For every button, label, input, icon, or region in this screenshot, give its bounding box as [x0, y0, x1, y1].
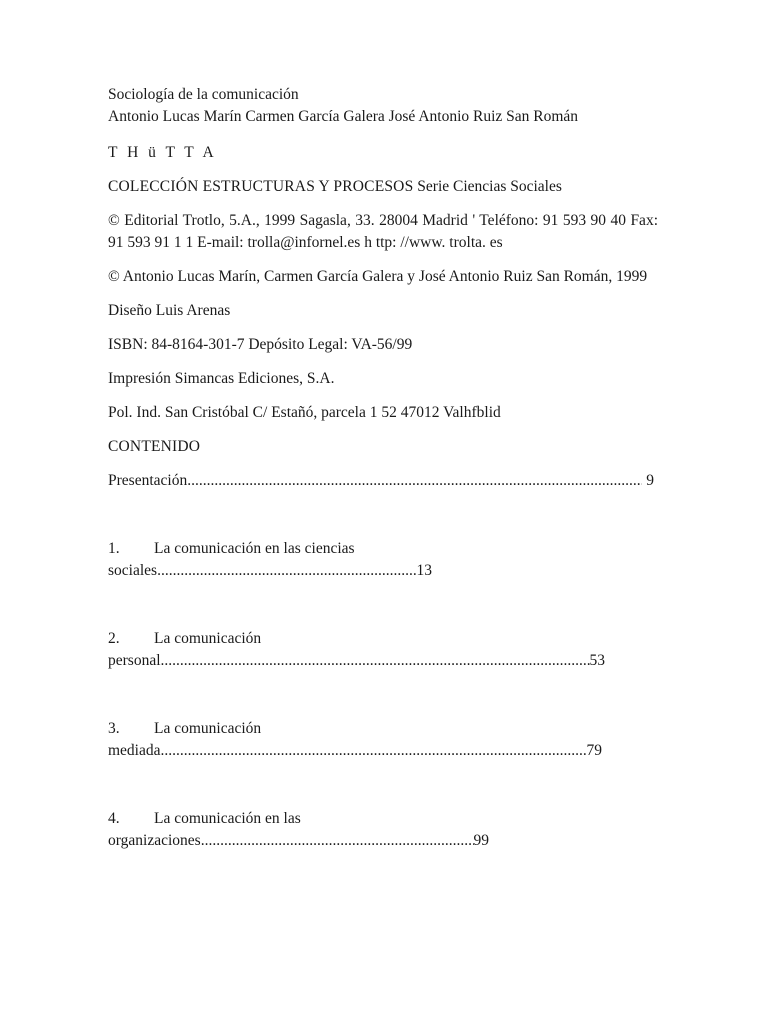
toc-leader-dots [187, 470, 642, 492]
toc-chapter-page: 99 [473, 832, 489, 849]
toc-leader-dots [161, 740, 587, 762]
toc-chapter-number: 1. [108, 540, 120, 557]
authors-copyright: © Antonio Lucas Marín, Carmen García Galera y José Antonio Ruiz San Román, 1999 [108, 268, 648, 285]
toc-chapter-page: 79 [586, 742, 602, 759]
collection-name: COLECCIÓN ESTRUCTURAS Y PROCESOS [108, 178, 414, 195]
document-page [108, 84, 658, 852]
printing-credit: Impresión Simancas Ediciones, S.A. [108, 370, 335, 387]
toc-chapter-head [108, 628, 658, 650]
toc-leader-dots [161, 650, 590, 672]
toc-chapter-continuation: mediada [108, 742, 161, 759]
toc-chapter-4 [108, 808, 658, 852]
toc-chapter-1 [108, 538, 658, 582]
toc-chapter-2 [108, 628, 658, 672]
toc-chapter-page: 53 [589, 652, 605, 669]
toc-chapter-head [108, 538, 658, 560]
toc-chapter-continuation: organizaciones [108, 832, 201, 849]
toc-presentation [108, 470, 654, 492]
toc-chapter-page: 13 [416, 562, 432, 579]
toc-chapter-3 [108, 718, 658, 762]
toc-chapter-number: 3. [108, 720, 120, 737]
toc-presentation-page: 9 [642, 472, 654, 489]
toc-leader-dots [157, 560, 416, 582]
toc-presentation-label: Presentación [108, 472, 188, 489]
toc-chapter-row [108, 830, 489, 852]
toc-chapter-row [108, 560, 432, 582]
collection-series: Serie Ciencias Sociales [417, 178, 562, 195]
toc-chapter-continuation: personal [108, 652, 161, 669]
contents-heading: CONTENIDO [108, 438, 201, 455]
toc-chapter-title: La comunicación [154, 720, 262, 737]
book-authors: Antonio Lucas Marín Carmen García Galera José Antonio Ruiz San Román [108, 108, 579, 125]
toc-chapter-row [108, 740, 602, 762]
toc-chapter-number: 4. [108, 810, 120, 827]
toc-chapter-title: La comunicación [154, 630, 262, 647]
toc-chapter-title: La comunicación en las ciencias [154, 540, 355, 557]
toc-chapter-title: La comunicación en las [154, 810, 301, 827]
publisher-mark: T H ü T T A [108, 144, 217, 161]
toc-chapter-number: 2. [108, 630, 120, 647]
printer-address: Pol. Ind. San Cristóbal C/ Estañó, parcela 1 52 47012 Valhfblid [108, 404, 501, 421]
toc-leader-dots [201, 830, 474, 852]
toc-chapter-head [108, 718, 658, 740]
toc-chapter-head [108, 808, 658, 830]
toc-chapter-continuation: sociales [108, 562, 158, 579]
isbn-line: ISBN: 84-8164-301-7 Depósito Legal: VA-56/99 [108, 336, 413, 353]
collection-line [108, 176, 658, 198]
design-credit: Diseño Luis Arenas [108, 302, 231, 319]
editorial-info: © Editorial Trotlo, 5.A., 1999 Sagasla, 33. 28004 Madrid ' Teléfono: 91 593 90 40 Fax: 91 593 91 1 1 E-mail: trolla@infornel.es h ttp: //www. trolta. es [108, 212, 658, 251]
book-title: Sociología de la comunicación [108, 86, 299, 103]
toc-chapter-row [108, 650, 605, 672]
